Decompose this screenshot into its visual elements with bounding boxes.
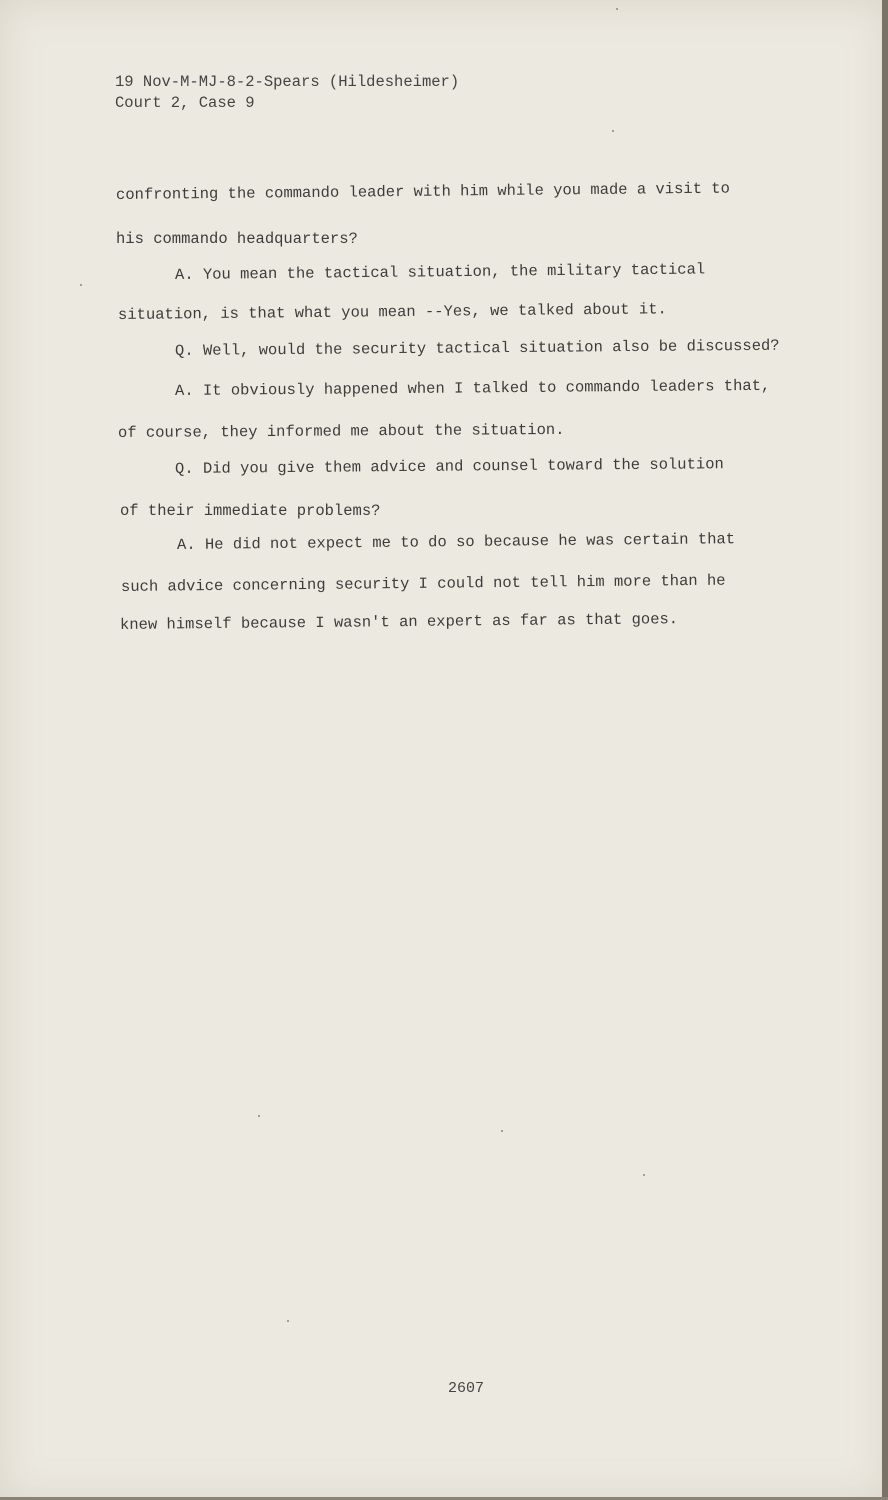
page-number: 2607 (448, 1380, 485, 1397)
transcript-line: Q. Did you give them advice and counsel toward the solution (174, 455, 724, 478)
paper-speck (612, 130, 614, 132)
paper-speck (501, 1130, 503, 1132)
transcript-line: confronting the commando leader with him while you made a visit to (115, 179, 730, 204)
transcript-line: Q. Well, would the security tactical situation also be discussed? (174, 336, 780, 360)
transcript-line: his commando headquarters? (116, 230, 358, 248)
paper-speck (80, 284, 82, 286)
transcript-line: A. He did not expect me to do so because he was certain that (176, 530, 736, 554)
document-header (115, 72, 459, 114)
transcript-line: situation, is that what you mean --Yes, we talked about it. (117, 300, 667, 324)
header-court-case: Court 2, Case 9 (115, 94, 255, 112)
paper-speck (616, 8, 618, 10)
transcript-line: A. It obviously happened when I talked to commando leaders that, (174, 376, 771, 400)
transcript-line: such advice concerning security I could not tell him more than he (120, 571, 726, 596)
transcript-line: of their immediate problems? (120, 502, 381, 520)
paper-edge (882, 0, 888, 1500)
transcript-line: of course, they informed me about the situation. (117, 420, 565, 442)
paper-speck (258, 1115, 260, 1117)
header-case-reference: 19 Nov-M-MJ-8-2-Spears (Hildesheimer) (115, 73, 460, 91)
transcript-line: knew himself because I wasn't an expert as far as that goes. (119, 610, 679, 634)
paper-speck (643, 1174, 645, 1176)
transcript-line: A. You mean the tactical situation, the military tactical (174, 260, 706, 284)
paper-speck (287, 1320, 289, 1322)
